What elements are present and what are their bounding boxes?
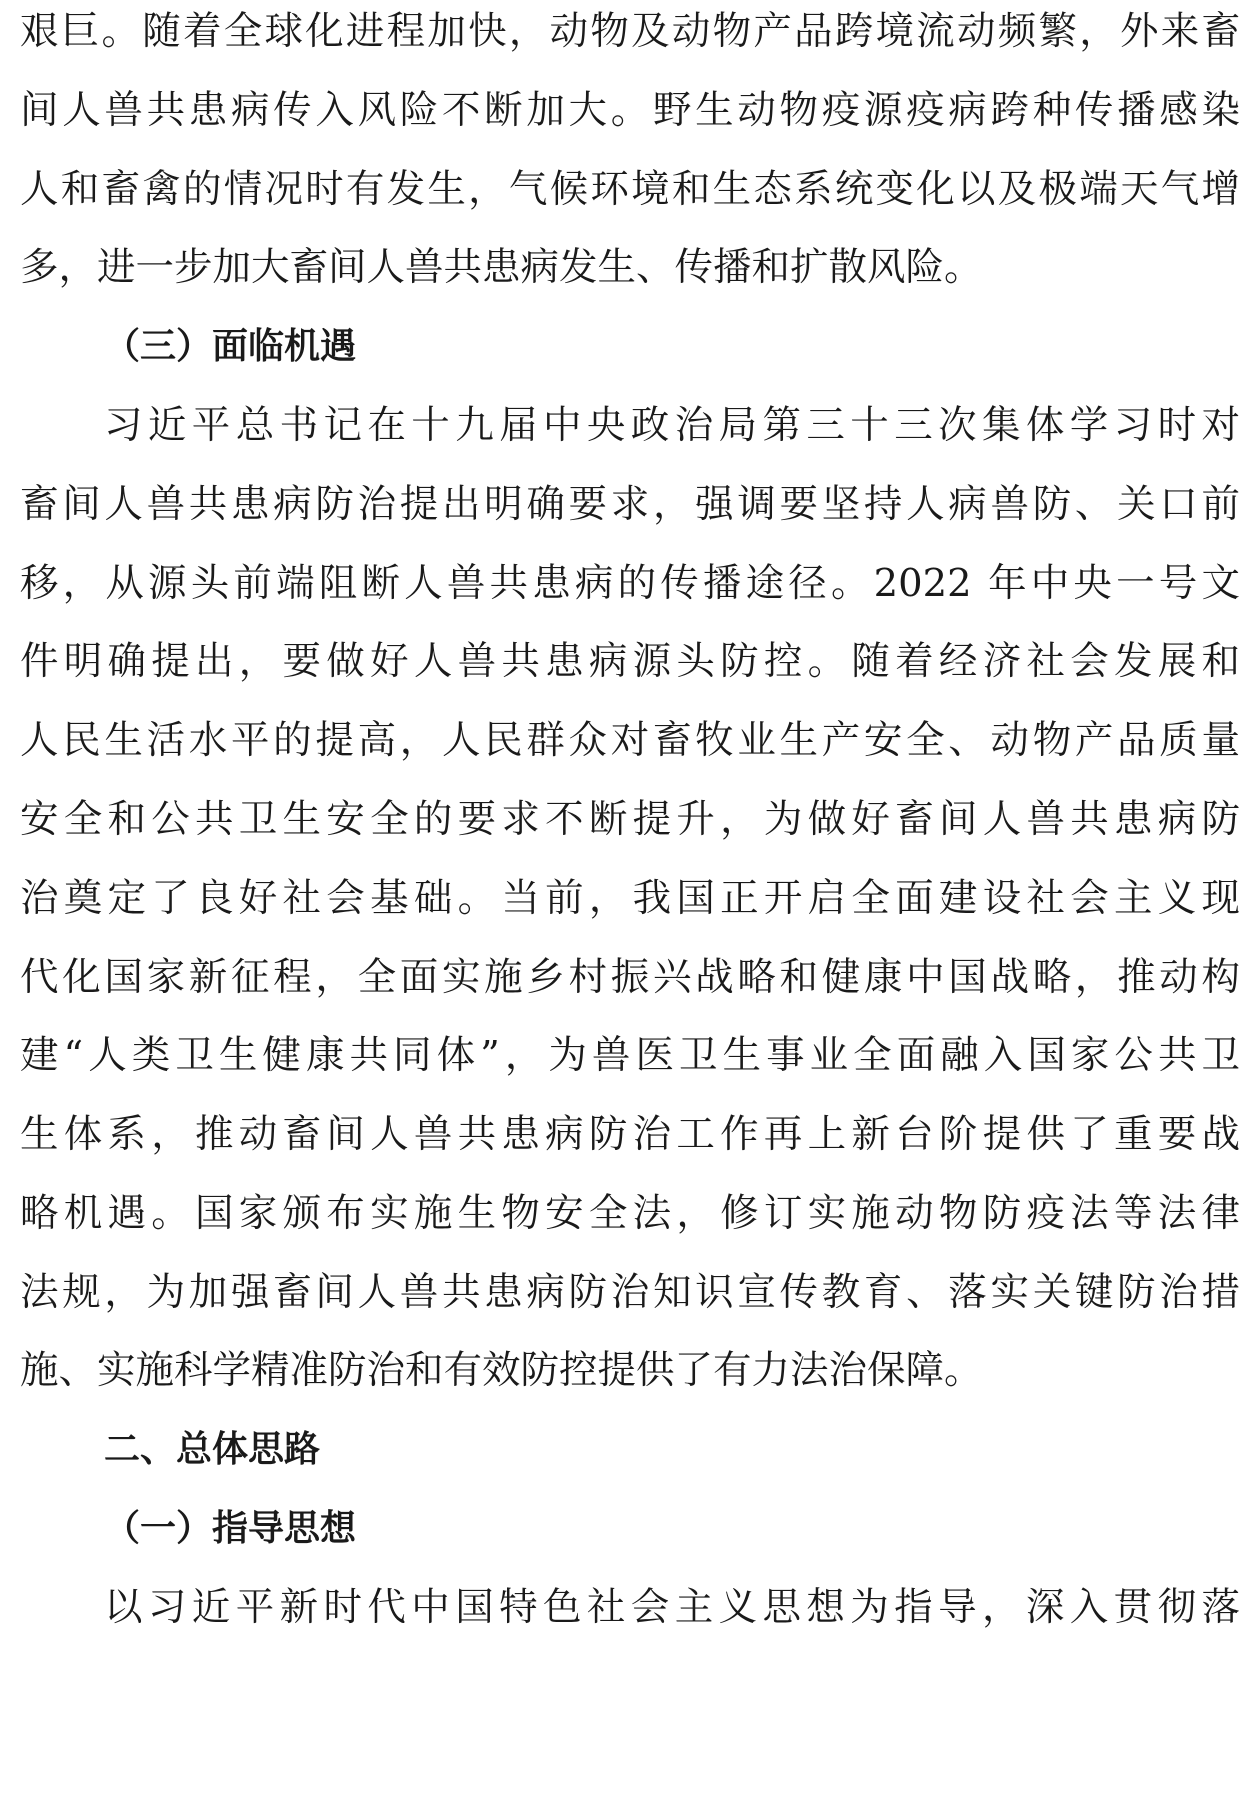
body-text-line: 件明确提出，要做好人兽共患病源头防控。随着经济社会发展和 (20, 639, 1240, 684)
chapter-heading-overall-approach: 二、总体思路 (104, 1429, 321, 1470)
body-text-line: 代化国家新征程，全面实施乡村振兴战略和健康中国战略，推动构 (20, 955, 1240, 1000)
section-heading-opportunities: （三）面临机遇 (104, 326, 357, 367)
section-heading-guiding-ideology: （一）指导思想 (104, 1508, 357, 1549)
body-text-line: 法规，为加强畜间人兽共患病防治知识宣传教育、落实关键防治措 (20, 1270, 1240, 1315)
paragraph-first-line: 以习近平新时代中国特色社会主义思想为指导，深入贯彻落 (104, 1585, 1240, 1630)
paragraph-first-line: 习近平总书记在十九届中央政治局第三十三次集体学习时对 (104, 403, 1240, 448)
body-text-line: 人民生活水平的提高，人民群众对畜牧业生产安全、动物产品质量 (20, 718, 1240, 763)
body-text-line: 多，进一步加大畜间人兽共患病发生、传播和扩散风险。 (20, 245, 983, 290)
body-text-line: 施、实施科学精准防治和有效防控提供了有力法治保障。 (20, 1348, 983, 1393)
body-text-line: 略机遇。国家颁布实施生物安全法，修订实施动物防疫法等法律 (20, 1191, 1240, 1236)
body-text-line: 安全和公共卫生安全的要求不断提升，为做好畜间人兽共患病防 (20, 797, 1240, 842)
body-text-line: 建“人类卫生健康共同体”，为兽医卫生事业全面融入国家公共卫 (20, 1033, 1240, 1078)
body-text-line: 畜间人兽共患病防治提出明确要求，强调要坚持人病兽防、关口前 (20, 482, 1240, 527)
body-text-line: 艰巨。随着全球化进程加快，动物及动物产品跨境流动频繁，外来畜 (20, 9, 1240, 54)
body-text-line: 移，从源头前端阻断人兽共患病的传播途径。2022 年中央一号文 (20, 561, 1240, 606)
body-text-line: 生体系，推动畜间人兽共患病防治工作再上新台阶提供了重要战 (20, 1112, 1240, 1157)
body-text-line: 治奠定了良好社会基础。当前，我国正开启全面建设社会主义现 (20, 876, 1240, 921)
body-text-line: 人和畜禽的情况时有发生，气候环境和生态系统变化以及极端天气增 (20, 167, 1240, 212)
body-text-line: 间人兽共患病传入风险不断加大。野生动物疫源疫病跨种传播感染 (20, 88, 1240, 133)
